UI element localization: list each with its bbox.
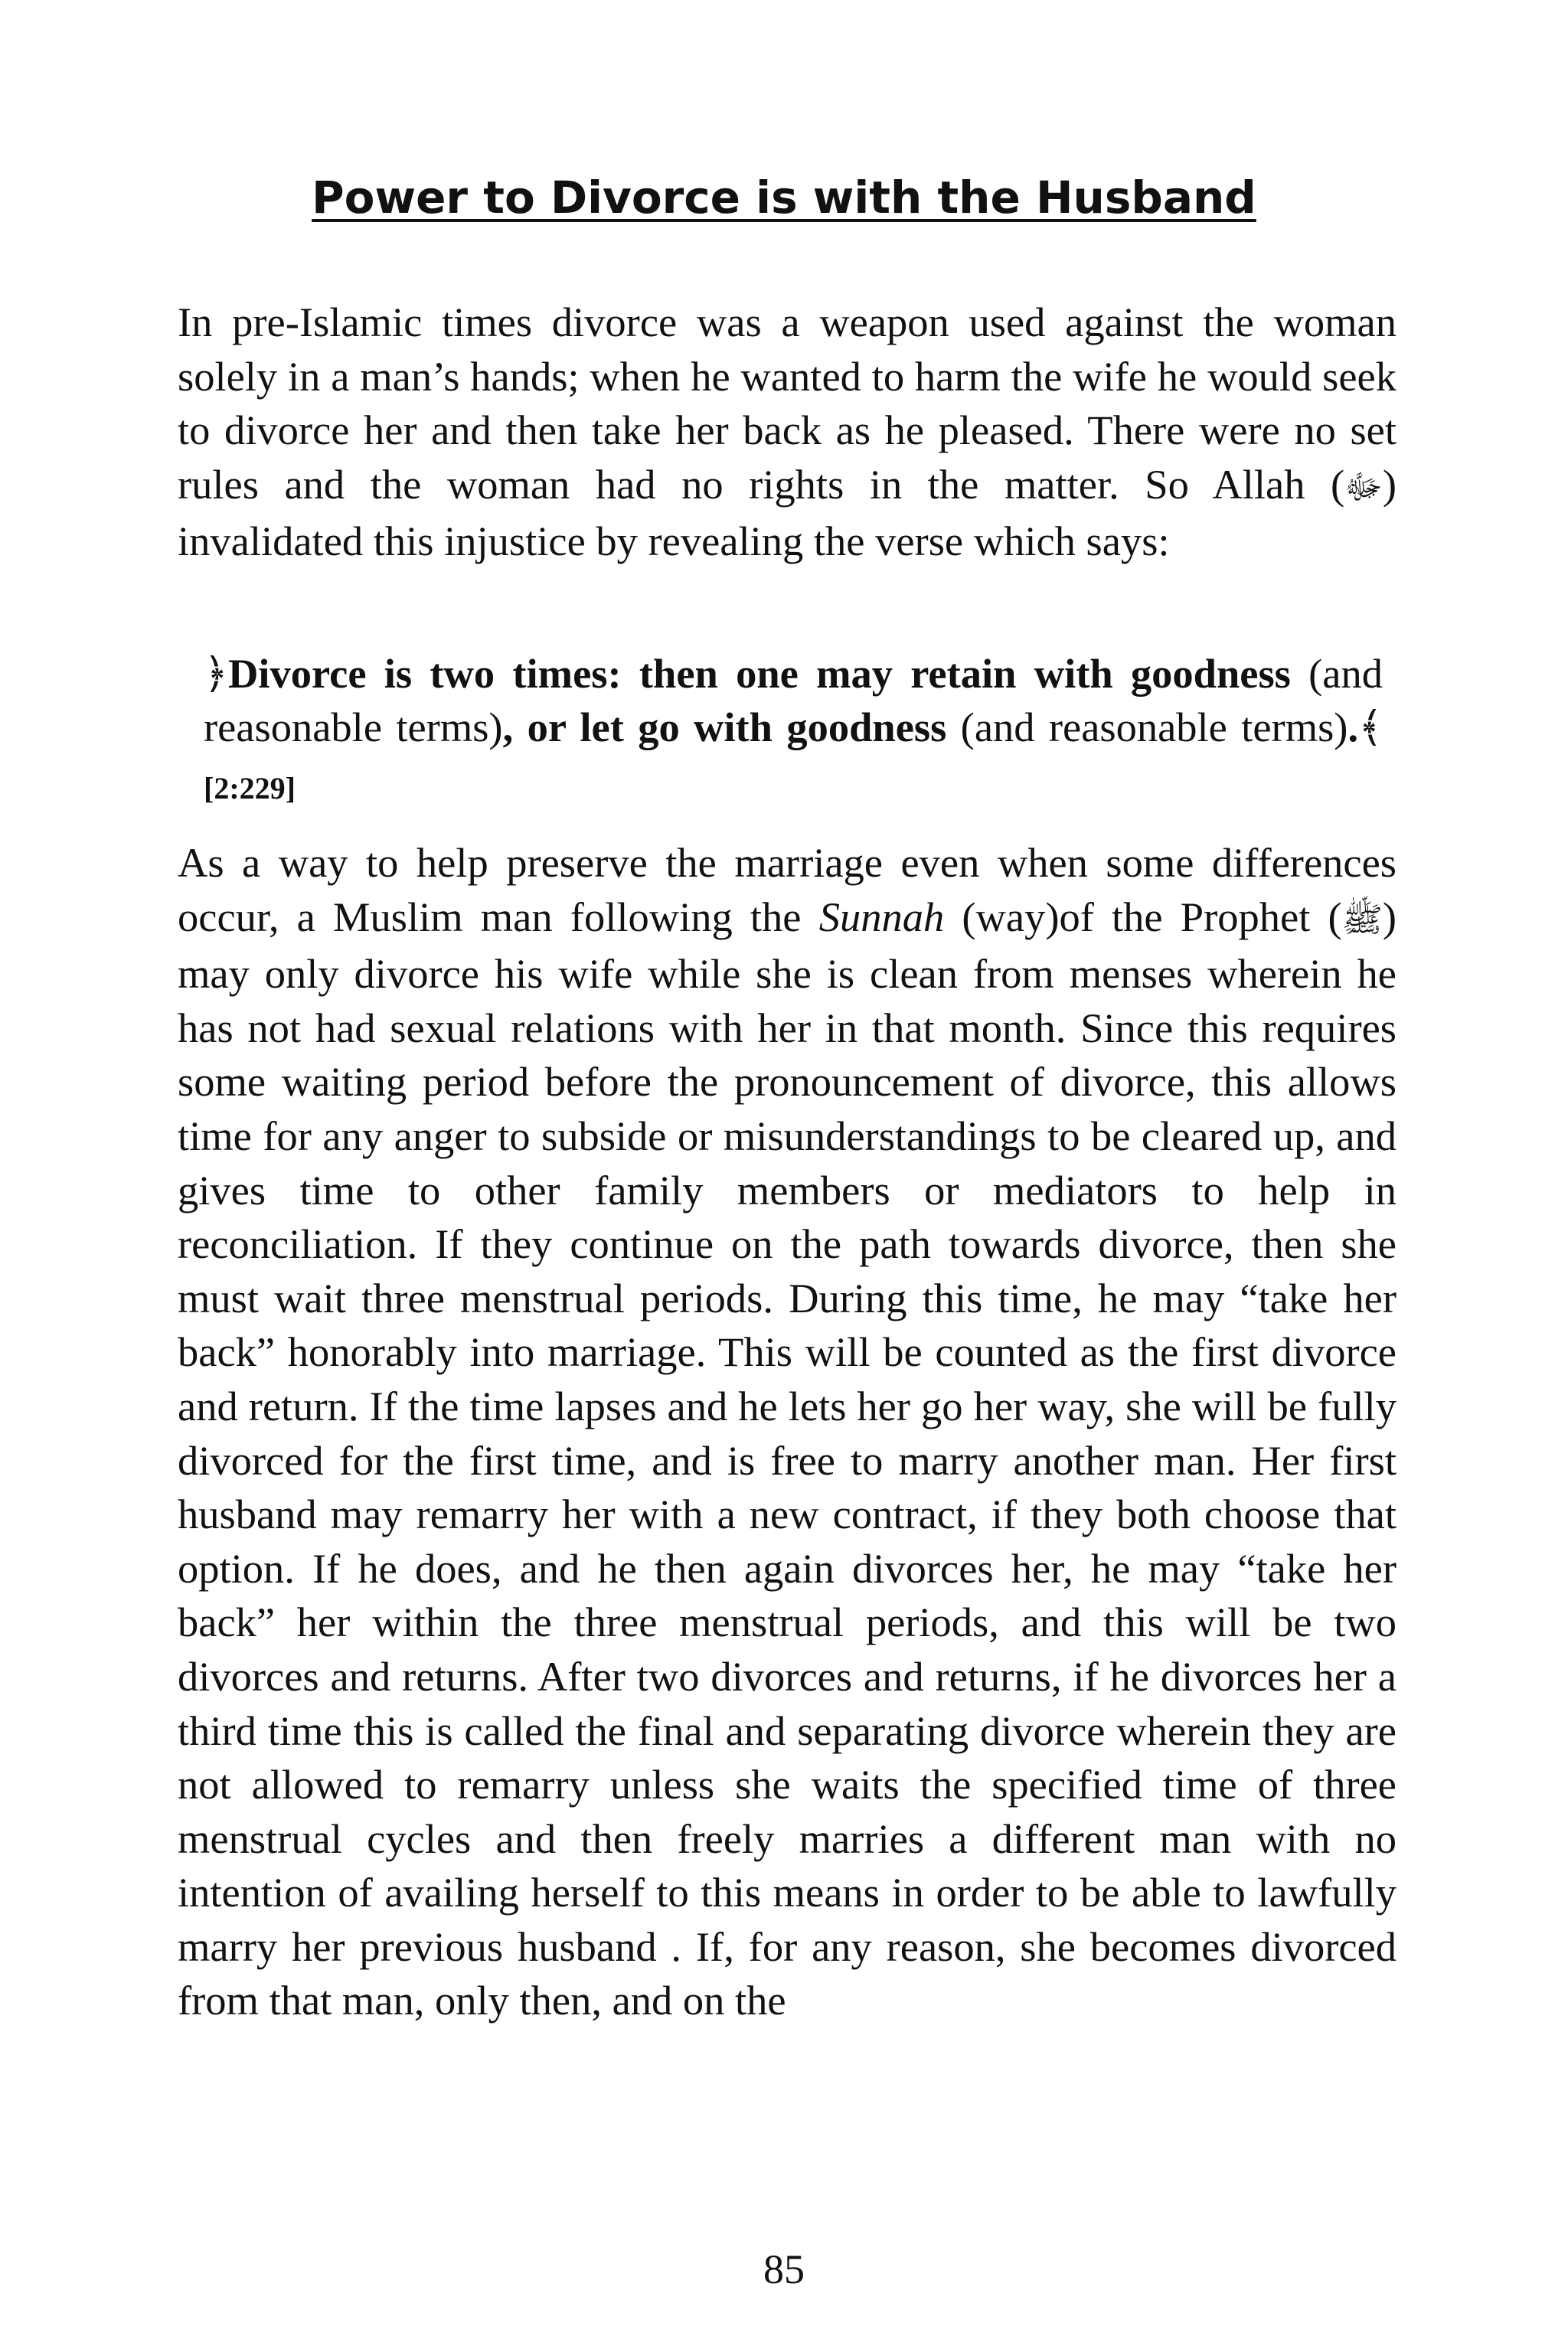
verse-normal-1: (and reasonable terms) (204, 650, 1383, 750)
intro-text-end: ) invalidated this injustice by revealing the verse which says: (178, 460, 1396, 565)
body-text-2: (way)of the Prophet ( (944, 893, 1342, 940)
intro-paragraph (178, 296, 1396, 569)
body-text-3: ) may only divorce his wife while she is clean from menses wherein he has not had sexual relations with her in that month. Since this requires some waiting period before the pronouncement of divorce, this allows time for any anger to subside or misunderstandings to be cleared up, and gives time to other family members or mediators to help in reconciliation. If they continue on the path towards divorce, then she must wait three menstrual periods. During this time, he may “take her back” honorably into marriage. This will be counted as the first divorce and return. If the time lapses and he lets her go her way, she will be fully divorced for the first time, and is free to marry another man. Her first husband may remarry her with a new contract, if they both choose that option. If he does, and he then again divorces her, he may “take her back” her within the three menstrual periods, and this will be two divorces and returns. After two divorces and returns, if he divorces her a third time this is called the final and separating divorce wherein they are not allowed to remarry unless she waits the specified time of three menstrual cycles and then freely marries a different man with no intention of availing herself to this means in order to be able to lawfully marry her previous husband . If, for any reason, she becomes divorced from that man, only then, and on the (178, 893, 1396, 2024)
verse-bold-3: . (1348, 704, 1359, 750)
body-paragraph (178, 836, 1396, 2028)
allah-honorific-icon: ﷻ (1344, 468, 1383, 506)
sunnah-term: Sunnah (818, 893, 945, 940)
verse-bold-2: , or let go with goodness (502, 704, 947, 750)
verse-reference: [2:229] (204, 771, 296, 805)
page-number: 85 (763, 2246, 805, 2292)
intro-text-start: In pre-Islamic times divorce was a weapon used against the woman solely in a man’s hands; when he wanted to harm the wife he would seek to divorce her and then take her back as he pleased. There were no set rules and the woman had no rights in the matter. So Allah ( (178, 299, 1396, 508)
verse-open-bracket-icon: ﴿ (204, 650, 228, 697)
quran-verse (204, 647, 1383, 815)
body-text-1: As a way to help preserve the marriage even when some differences occur, a Muslim man following the (178, 839, 1396, 940)
page-heading: Power to Divorce is with the Husband (312, 172, 1256, 224)
verse-normal-2: (and reasonable terms) (946, 704, 1348, 750)
verse-bold-1: Divorce is two times: then one may retain with goodness (227, 650, 1291, 697)
prophet-honorific-icon: ﷺ (1341, 900, 1383, 939)
verse-close-bracket-icon: ﴾ (1358, 704, 1383, 750)
